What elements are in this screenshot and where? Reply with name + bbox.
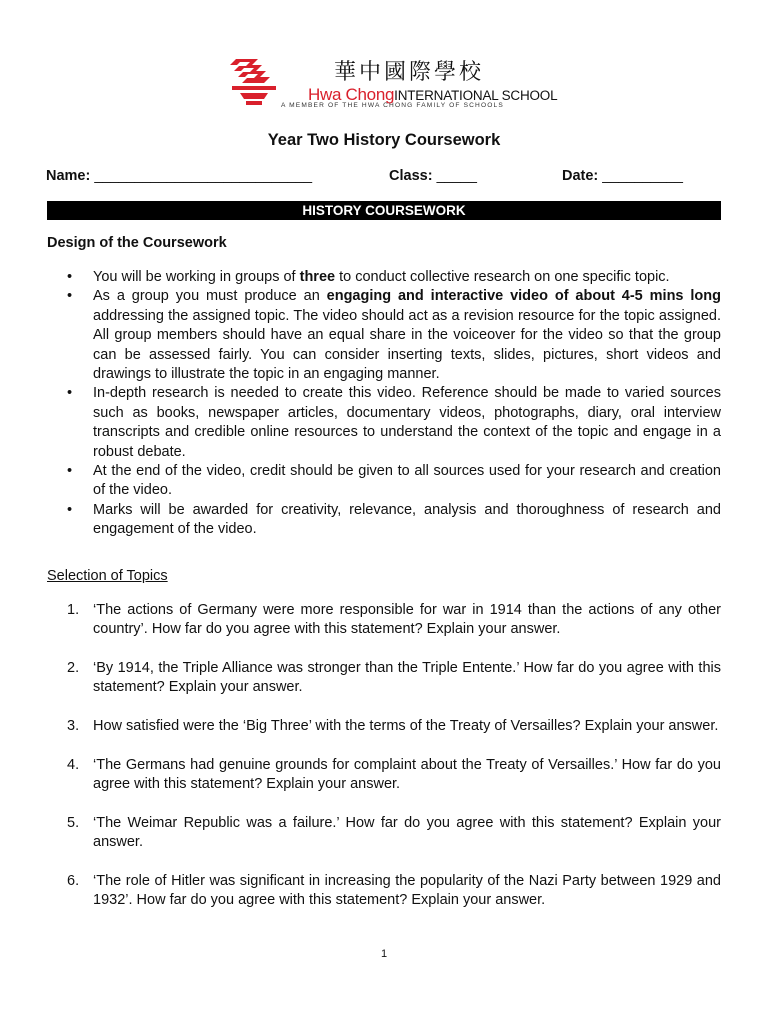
- list-item: [47, 872, 721, 911]
- list-item: • You will be working in groups of three to conduct collective research on one specific topic.: [47, 268, 721, 287]
- name-label: Name:: [46, 168, 91, 184]
- topic-number: 4.: [67, 756, 80, 773]
- section-banner: HISTORY COURSEWORK: [47, 201, 721, 220]
- design-heading: Design of the Coursework: [47, 235, 227, 251]
- name-blank: ___________________________: [94, 168, 313, 184]
- list-item: [47, 601, 721, 640]
- list-item: [47, 814, 721, 853]
- topic-number: 3.: [67, 718, 80, 734]
- list-item: • In-depth research is needed to create this video. Reference should be made to varied sources such as books, newspaper articles, documentary videos, photographs, diary, oral interview transcripts and credible online resources to understand the context of the topic and engage in a robust debate.: [67, 385, 721, 460]
- page-title: Year Two History Coursework: [267, 131, 501, 149]
- list-item: • As a group you must produce an engaging and interactive video of about 4-5 mins long addressing the assigned topic. The video should act as a revision resource for the topic assigned. All group members should have an equal share in the voiceover for the video so that the group can be assessed fairly. You can consider inserting texts, slides, pictures, short videos and drawings to illustrate the topic in an engaging manner.: [67, 288, 721, 383]
- topic-number: 1.: [67, 602, 80, 618]
- bullet-icon: •: [67, 288, 73, 305]
- list-item: • Marks will be awarded for creativity, relevance, analysis and thoroughness of research and engagement of the video.: [67, 501, 721, 538]
- topic-number: 6.: [67, 872, 80, 889]
- topic-number: 5.: [67, 814, 80, 831]
- topics-heading: Selection of Topics: [47, 568, 168, 584]
- school-name-international: INTERNATIONAL SCHOOL: [394, 88, 558, 103]
- topic-text: ‘The Weimar Republic was a failure.’ How far do you agree with this statement? Explain your answer.: [93, 814, 721, 850]
- member-tagline: A MEMBER OF THE HWA CHONG FAMILY OF SCHOOLS: [281, 102, 504, 109]
- topic-text: ‘The role of Hitler was significant in increasing the popularity of the Nazi Party between 1929 and 1932’. How far do you agree with this statement? Explain your answer.: [93, 872, 721, 908]
- list-item: [47, 756, 721, 795]
- topic-number: 2.: [67, 660, 80, 676]
- list-item: [47, 717, 721, 736]
- bullet-icon: •: [67, 501, 73, 518]
- bullet-icon: •: [67, 269, 73, 285]
- date-label: Date:: [562, 168, 599, 184]
- name-field: [46, 168, 312, 184]
- design-bullet-list: [47, 268, 721, 540]
- school-name-hwa-chong: Hwa Chong: [308, 85, 395, 104]
- bullet-icon: •: [67, 463, 73, 480]
- topic-text: ‘By 1914, the Triple Alliance was stronger than the Triple Entente.’ How far do you agree with this statement? Explain your answer.: [93, 660, 721, 696]
- topic-text: How satisfied were the ‘Big Three’ with the terms of the Treaty of Versailles? Explain your answer.: [93, 718, 719, 734]
- date-blank: __________: [602, 168, 683, 184]
- date-field: [562, 168, 683, 184]
- page-number: 1: [380, 948, 388, 960]
- class-field: [389, 168, 477, 184]
- list-item: • At the end of the video, credit should be given to all sources used for your research and creation of the video.: [67, 463, 721, 499]
- bullet-icon: •: [67, 385, 73, 402]
- class-blank: _____: [436, 168, 477, 184]
- school-emblem-icon: [228, 55, 284, 111]
- class-label: Class:: [389, 168, 433, 184]
- list-item: [47, 659, 721, 698]
- school-chinese-name: 華中國際學校: [334, 60, 485, 85]
- topics-list: [47, 601, 721, 930]
- topic-text: ‘The actions of Germany were more responsible for war in 1914 than the actions of any other country’. How far do you agree with this statement? Explain your answer.: [93, 602, 721, 638]
- school-logo: [228, 55, 558, 115]
- topic-text: ‘The Germans had genuine grounds for complaint about the Treaty of Versailles.’ How far do you agree with this statement? Explain your answer.: [93, 756, 721, 792]
